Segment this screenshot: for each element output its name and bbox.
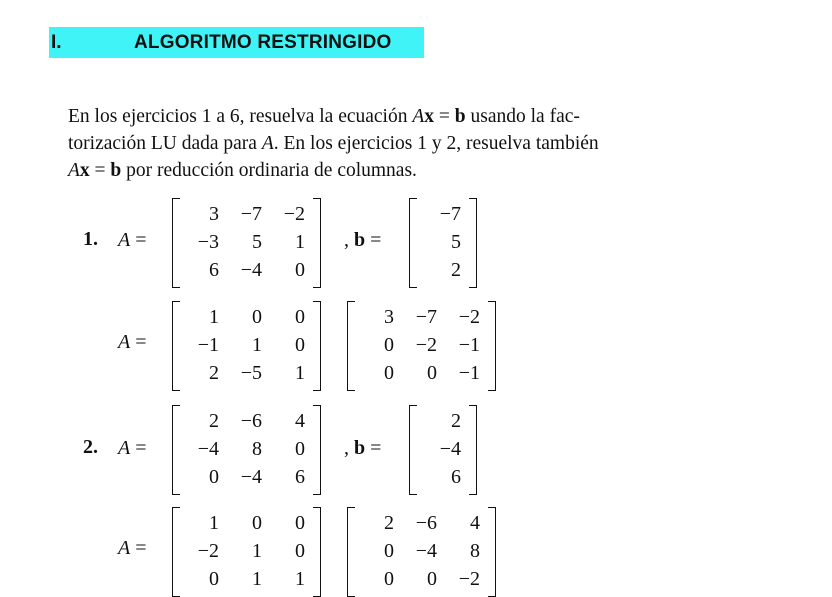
matrix-cell: 0: [384, 568, 394, 590]
exercise-2-matrix-l-right-bracket: [313, 507, 321, 597]
matrix-cell: 0: [209, 466, 219, 488]
matrix-cell: −4: [197, 438, 219, 460]
matrix-cell: −2: [283, 203, 305, 225]
matrix-cell: 1: [295, 362, 305, 384]
matrix-cell: −7: [415, 306, 437, 328]
exercise-2-lu-eq: A =: [118, 537, 147, 559]
exercise-1-matrix-a-cells: [176, 200, 305, 284]
exercise-2-matrix-l-cells: [176, 509, 305, 593]
matrix-cell: 2: [209, 362, 219, 384]
exercise-1-number: 1.: [83, 228, 98, 250]
matrix-cell: 3: [384, 306, 394, 328]
matrix-cell: 0: [295, 540, 305, 562]
matrix-cell: −4: [439, 438, 461, 460]
intro-line-2: torización LU dada para A. En los ejercicios 1 y 2, resuelva también: [68, 133, 599, 154]
matrix-cell: 5: [451, 231, 461, 253]
matrix-cell: 4: [295, 410, 305, 432]
matrix-cell: 0: [384, 362, 394, 384]
exercise-1-matrix-l-right-bracket: [313, 301, 321, 391]
matrix-cell: −2: [458, 306, 480, 328]
matrix-cell: 0: [295, 306, 305, 328]
matrix-cell: 0: [252, 306, 262, 328]
exercise-1-b-eq: , b =: [344, 229, 382, 251]
matrix-cell: 1: [252, 540, 262, 562]
exercise-2-matrix-u-cells: [351, 509, 480, 593]
matrix-cell: 4: [470, 512, 480, 534]
exercise-2-matrix-u-right-bracket: [488, 507, 496, 597]
exercise-1-vector-b-cells: [413, 200, 461, 284]
matrix-cell: −1: [458, 362, 480, 384]
matrix-cell: 0: [427, 362, 437, 384]
matrix-cell: 6: [451, 466, 461, 488]
matrix-cell: 0: [295, 438, 305, 460]
matrix-cell: 6: [209, 259, 219, 281]
matrix-cell: 8: [252, 438, 262, 460]
matrix-cell: −7: [240, 203, 262, 225]
matrix-cell: −2: [458, 568, 480, 590]
exercise-1-vector-b-right-bracket: [469, 198, 477, 288]
matrix-cell: 0: [384, 334, 394, 356]
matrix-cell: −7: [439, 203, 461, 225]
matrix-cell: −1: [458, 334, 480, 356]
matrix-cell: 0: [427, 568, 437, 590]
matrix-cell: 1: [295, 568, 305, 590]
exercise-1-a-eq: A =: [118, 229, 147, 251]
matrix-cell: 0: [295, 259, 305, 281]
matrix-cell: −2: [415, 334, 437, 356]
matrix-cell: 5: [252, 231, 262, 253]
matrix-cell: 6: [295, 466, 305, 488]
exercise-1-lu-eq: A =: [118, 331, 147, 353]
instructions-paragraph: [68, 103, 768, 184]
exercise-2-vector-b-cells: [413, 407, 461, 491]
section-title: ALGORITMO RESTRINGIDO: [134, 31, 392, 53]
matrix-cell: −5: [240, 362, 262, 384]
matrix-cell: 2: [451, 259, 461, 281]
matrix-cell: 1: [209, 512, 219, 534]
matrix-cell: 1: [252, 334, 262, 356]
exercise-2-number: 2.: [83, 436, 98, 458]
exercise-2-matrix-a-cells: [176, 407, 305, 491]
exercise-2-vector-b-right-bracket: [469, 405, 477, 495]
matrix-cell: 8: [470, 540, 480, 562]
matrix-cell: 0: [252, 512, 262, 534]
intro-line-1: En los ejercicios 1 a 6, resuelva la ecuación Ax = b usando la fac-: [68, 106, 580, 127]
matrix-cell: 0: [295, 334, 305, 356]
matrix-cell: 1: [295, 231, 305, 253]
matrix-cell: 0: [209, 568, 219, 590]
matrix-cell: −4: [240, 259, 262, 281]
exercise-2-b-eq: , b =: [344, 437, 382, 459]
exercise-2-a-eq: A =: [118, 437, 147, 459]
matrix-cell: −1: [197, 334, 219, 356]
matrix-cell: 0: [295, 512, 305, 534]
exercise-1-matrix-u-right-bracket: [488, 301, 496, 391]
matrix-cell: −6: [415, 512, 437, 534]
matrix-cell: 2: [451, 410, 461, 432]
intro-line-3: Ax = b por reducción ordinaria de columnas.: [68, 160, 417, 181]
matrix-cell: −3: [197, 231, 219, 253]
matrix-cell: 2: [384, 512, 394, 534]
section-header: [49, 27, 424, 58]
matrix-cell: 3: [209, 203, 219, 225]
matrix-cell: 1: [209, 306, 219, 328]
matrix-cell: −4: [240, 466, 262, 488]
matrix-cell: −6: [240, 410, 262, 432]
matrix-cell: 2: [209, 410, 219, 432]
matrix-cell: 1: [252, 568, 262, 590]
matrix-cell: 0: [384, 540, 394, 562]
section-number: I.: [51, 31, 62, 53]
matrix-cell: −4: [415, 540, 437, 562]
exercise-2-matrix-a-right-bracket: [313, 405, 321, 495]
exercise-1-matrix-u-cells: [351, 303, 480, 387]
exercise-1-matrix-l-cells: [176, 303, 305, 387]
exercise-1-matrix-a-right-bracket: [313, 198, 321, 288]
matrix-cell: −2: [197, 540, 219, 562]
